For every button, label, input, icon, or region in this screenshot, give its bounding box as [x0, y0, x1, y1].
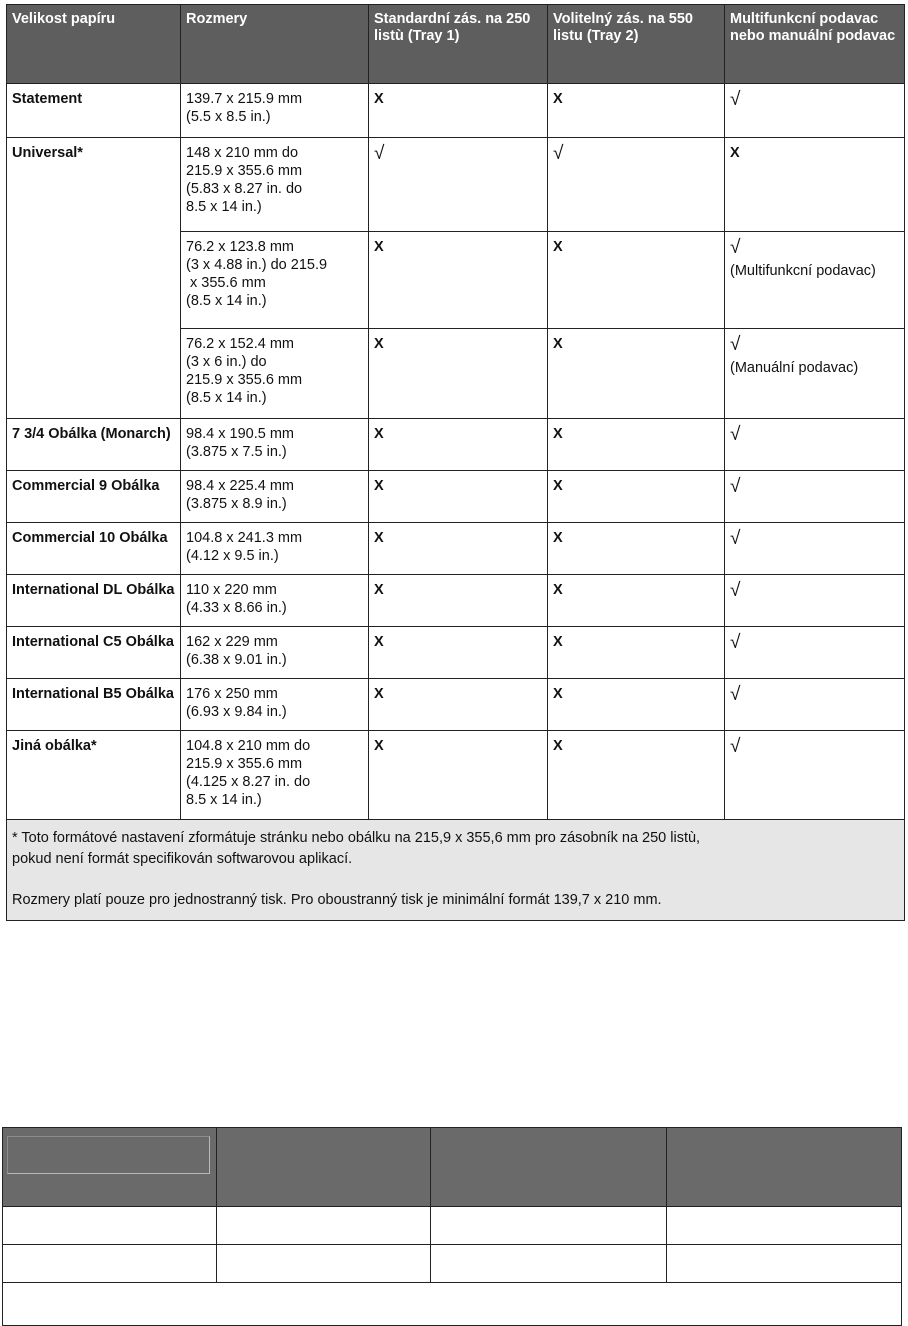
size-other-envelope: Jiná obálka* — [7, 731, 181, 820]
empty-header-cell — [3, 1128, 217, 1207]
table-row — [7, 419, 905, 471]
x-mark: X — [548, 575, 725, 627]
dims-line: x 355.6 mm — [186, 275, 266, 291]
check-icon: √ — [730, 632, 741, 653]
dims-line: (3.875 x 8.9 in.) — [186, 496, 287, 512]
dims-commercial-10 — [181, 523, 369, 575]
dims-line: 148 x 210 mm do — [186, 145, 299, 161]
empty-header-cell — [217, 1128, 431, 1207]
footnote-row — [7, 820, 905, 921]
x-mark: X — [548, 419, 725, 471]
check-cell — [725, 329, 905, 419]
table-row — [7, 471, 905, 523]
empty-cell — [3, 1207, 217, 1245]
x-mark: X — [548, 471, 725, 523]
check-cell — [725, 679, 905, 731]
size-universal: Universal* — [7, 138, 181, 419]
empty-table — [2, 1127, 902, 1326]
dims-line: (3.875 x 7.5 in.) — [186, 444, 287, 460]
check-icon: √ — [730, 334, 741, 355]
x-mark: X — [548, 232, 725, 329]
check-cell — [725, 731, 905, 820]
table-row — [7, 575, 905, 627]
dims-line: (6.93 x 9.84 in.) — [186, 704, 287, 720]
x-mark: X — [369, 575, 548, 627]
empty-header-inset — [7, 1136, 210, 1174]
header-paper-size: Velikost papíru — [7, 5, 181, 84]
check-cell — [725, 471, 905, 523]
dims-universal-3 — [181, 329, 369, 419]
dims-line: 8.5 x 14 in.) — [186, 792, 262, 808]
dims-international-b5 — [181, 679, 369, 731]
header-tray1: Standardní zás. na 250 listù (Tray 1) — [369, 5, 548, 84]
header-tray2: Volitelný zás. na 550 listu (Tray 2) — [548, 5, 725, 84]
empty-merged-cell — [3, 1283, 902, 1326]
table-row — [3, 1207, 902, 1245]
dims-line: 215.9 x 355.6 mm — [186, 756, 303, 772]
header-row — [7, 5, 905, 84]
check-icon: √ — [730, 476, 741, 497]
empty-cell — [667, 1207, 902, 1245]
x-mark: X — [548, 329, 725, 419]
x-mark: X — [725, 138, 905, 232]
dims-line: (8.5 x 14 in.) — [186, 390, 267, 406]
check-icon: √ — [730, 580, 741, 601]
dims-commercial-9 — [181, 471, 369, 523]
check-icon: √ — [553, 143, 564, 164]
dims-line: 98.4 x 190.5 mm — [186, 426, 294, 442]
empty-cell — [431, 1207, 667, 1245]
empty-cell — [217, 1245, 431, 1283]
size-international-dl: International DL Obálka — [7, 575, 181, 627]
check-cell — [548, 138, 725, 232]
check-cell — [369, 138, 548, 232]
check-icon: √ — [730, 528, 741, 549]
check-icon: √ — [730, 736, 741, 757]
footnote-spacer — [12, 870, 899, 890]
check-cell — [725, 232, 905, 329]
dims-line: 104.8 x 241.3 mm — [186, 530, 303, 546]
check-icon: √ — [730, 684, 741, 705]
dims-line: (4.33 x 8.66 in.) — [186, 600, 287, 616]
size-commercial-9: Commercial 9 Obálka — [7, 471, 181, 523]
dims-line: (8.5 x 14 in.) — [186, 293, 267, 309]
header-dimensions: Rozmery — [181, 5, 369, 84]
dims-other-envelope — [181, 731, 369, 820]
size-international-b5: International B5 Obálka — [7, 679, 181, 731]
empty-header-cell — [667, 1128, 902, 1207]
x-mark: X — [548, 679, 725, 731]
x-mark: X — [369, 329, 548, 419]
dims-line: (5.83 x 8.27 in. do — [186, 181, 303, 197]
dims-international-dl — [181, 575, 369, 627]
mp-feeder-note: (Multifunkcní podavac) — [730, 263, 876, 279]
dims-line: 215.9 x 355.6 mm — [186, 163, 303, 179]
dims-line: 110 x 220 mm — [186, 582, 277, 598]
empty-cell — [217, 1207, 431, 1245]
paper-size-table — [6, 4, 905, 921]
check-cell — [725, 627, 905, 679]
header-multipurpose-feeder: Multifunkcní podavac nebo manuální podavac — [725, 5, 905, 84]
manual-feeder-note: (Manuální podavac) — [730, 360, 859, 376]
table-row — [7, 138, 905, 232]
table-row — [7, 679, 905, 731]
footnote-line-3: Rozmery platí pouze pro jednostranný tisk. Pro oboustranný tisk je minimální formát 139,7 x 210 mm. — [12, 892, 662, 908]
empty-cell — [431, 1245, 667, 1283]
size-statement: Statement — [7, 84, 181, 138]
empty-cell — [667, 1245, 902, 1283]
dims-line: 162 x 229 mm — [186, 634, 278, 650]
dims-universal-2 — [181, 232, 369, 329]
table-row — [3, 1245, 902, 1283]
x-mark: X — [548, 84, 725, 138]
x-mark: X — [369, 679, 548, 731]
footnote-line-1: * Toto formátové nastavení zformátuje stránku nebo obálku na 215,9 x 355,6 mm pro zásobník na 250 listù, — [12, 830, 701, 846]
x-mark: X — [369, 523, 548, 575]
dims-line: 104.8 x 210 mm do — [186, 738, 311, 754]
footnote — [7, 820, 905, 921]
table-row — [7, 84, 905, 138]
empty-header-cell — [431, 1128, 667, 1207]
table-row — [7, 627, 905, 679]
dims-line: 76.2 x 152.4 mm — [186, 336, 294, 352]
check-cell — [725, 575, 905, 627]
dims-line: 215.9 x 355.6 mm — [186, 372, 303, 388]
x-mark: X — [369, 731, 548, 820]
dims-universal-1 — [181, 138, 369, 232]
size-commercial-10: Commercial 10 Obálka — [7, 523, 181, 575]
check-cell — [725, 84, 905, 138]
check-cell — [725, 523, 905, 575]
check-icon: √ — [730, 237, 741, 258]
x-mark: X — [548, 731, 725, 820]
check-icon: √ — [374, 143, 385, 164]
dims-line: 139.7 x 215.9 mm — [186, 91, 303, 107]
dims-line: (6.38 x 9.01 in.) — [186, 652, 287, 668]
dims-international-c5 — [181, 627, 369, 679]
check-icon: √ — [730, 424, 741, 445]
x-mark: X — [369, 419, 548, 471]
table-row — [7, 731, 905, 820]
dims-line: 8.5 x 14 in.) — [186, 199, 262, 215]
x-mark: X — [548, 523, 725, 575]
dims-line: (3 x 6 in.) do — [186, 354, 267, 370]
empty-header-row — [3, 1128, 902, 1207]
dims-monarch — [181, 419, 369, 471]
dims-line: (4.125 x 8.27 in. do — [186, 774, 311, 790]
x-mark: X — [369, 232, 548, 329]
dims-line: (4.12 x 9.5 in.) — [186, 548, 279, 564]
dims-line: (3 x 4.88 in.) do 215.9 — [186, 257, 328, 273]
dims-statement — [181, 84, 369, 138]
x-mark: X — [369, 471, 548, 523]
dims-line: (5.5 x 8.5 in.) — [186, 109, 271, 125]
x-mark: X — [369, 627, 548, 679]
dims-line: 76.2 x 123.8 mm — [186, 239, 294, 255]
footnote-line-2: pokud není formát specifikován softwarovou aplikací. — [12, 851, 353, 867]
x-mark: X — [369, 84, 548, 138]
table-row — [7, 523, 905, 575]
dims-line: 176 x 250 mm — [186, 686, 278, 702]
check-icon: √ — [730, 89, 741, 110]
check-cell — [725, 419, 905, 471]
empty-cell — [3, 1245, 217, 1283]
size-international-c5: International C5 Obálka — [7, 627, 181, 679]
x-mark: X — [548, 627, 725, 679]
dims-line: 98.4 x 225.4 mm — [186, 478, 294, 494]
size-monarch: 7 3/4 Obálka (Monarch) — [7, 419, 181, 471]
table-row — [3, 1283, 902, 1326]
